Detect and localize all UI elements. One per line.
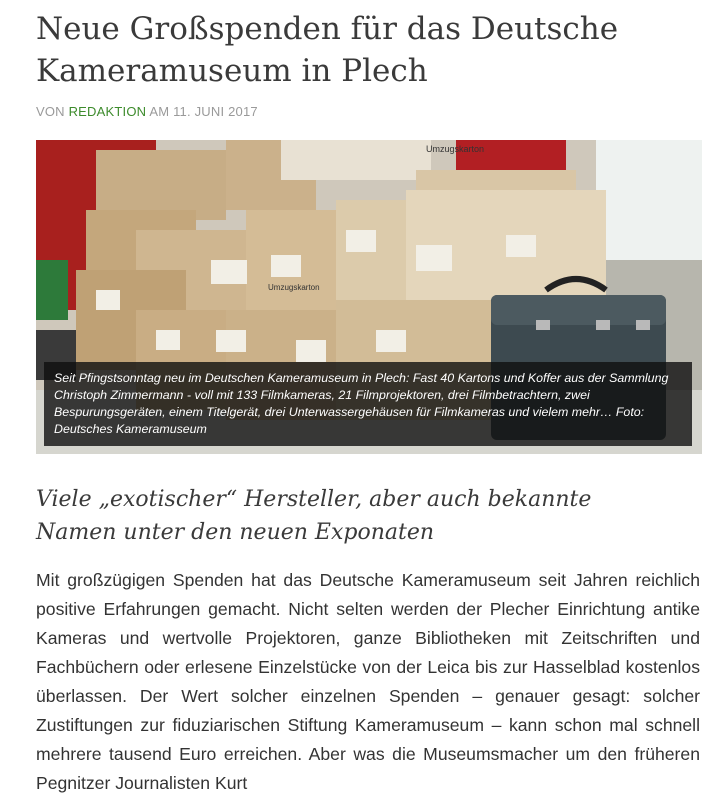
article-subheading: Viele „exotischer“ Hersteller, aber auch bekannte Namen unter den neuen Exponaten [36, 487, 592, 545]
meta-prefix: VON [36, 104, 65, 119]
article-meta [36, 104, 258, 119]
author-link[interactable]: REDAKTION [68, 104, 147, 119]
article-title: Neue Großspenden für das Deutsche Kameramuseum in Plech [36, 11, 619, 89]
box-label: Umzugskarton [268, 283, 320, 292]
box-label: Umzugskarton [426, 144, 485, 154]
article-body: Mit großzügigen Spenden hat das Deutsche Kameramuseum seit Jahren reichlich positive Erfahrungen gemacht. Nicht selten werden der Plecher Einrichtung antike Kameras und wertvolle Projektoren, ganze Bibliotheken mit Zeitschriften und Fachbüchern oder erlesene Einzelstücke von der Leica bis zur Hasselblad kostenlos überlassen. Der Wert solcher einzelnen Spenden – genauer gesagt: solcher Zustiftungen zur fiduziarischen Stiftung Kameramuseum – kann schon mal schnell mehrere tausend Euro erreichen. Aber was die Museumsmacher um den früheren Pegnitzer Journalisten Kurt [36, 570, 700, 793]
photo-caption: Seit Pfingstsonntag neu im Deutschen Kameramuseum in Plech: Fast 40 Kartons und Koffer aus der Sammlung Christoph Zimmermann - voll mit 133 Filmkameras, 21 Filmprojektoren, drei Filmbetrachtern, zwei Bespurungsgeräten, einem Titelgerät, drei Unterwassergehäusen für Filmkameras und vielem mehr… Foto: Deutsches Kameramuseum [44, 362, 692, 446]
meta-date: AM 11. JUNI 2017 [149, 104, 258, 119]
